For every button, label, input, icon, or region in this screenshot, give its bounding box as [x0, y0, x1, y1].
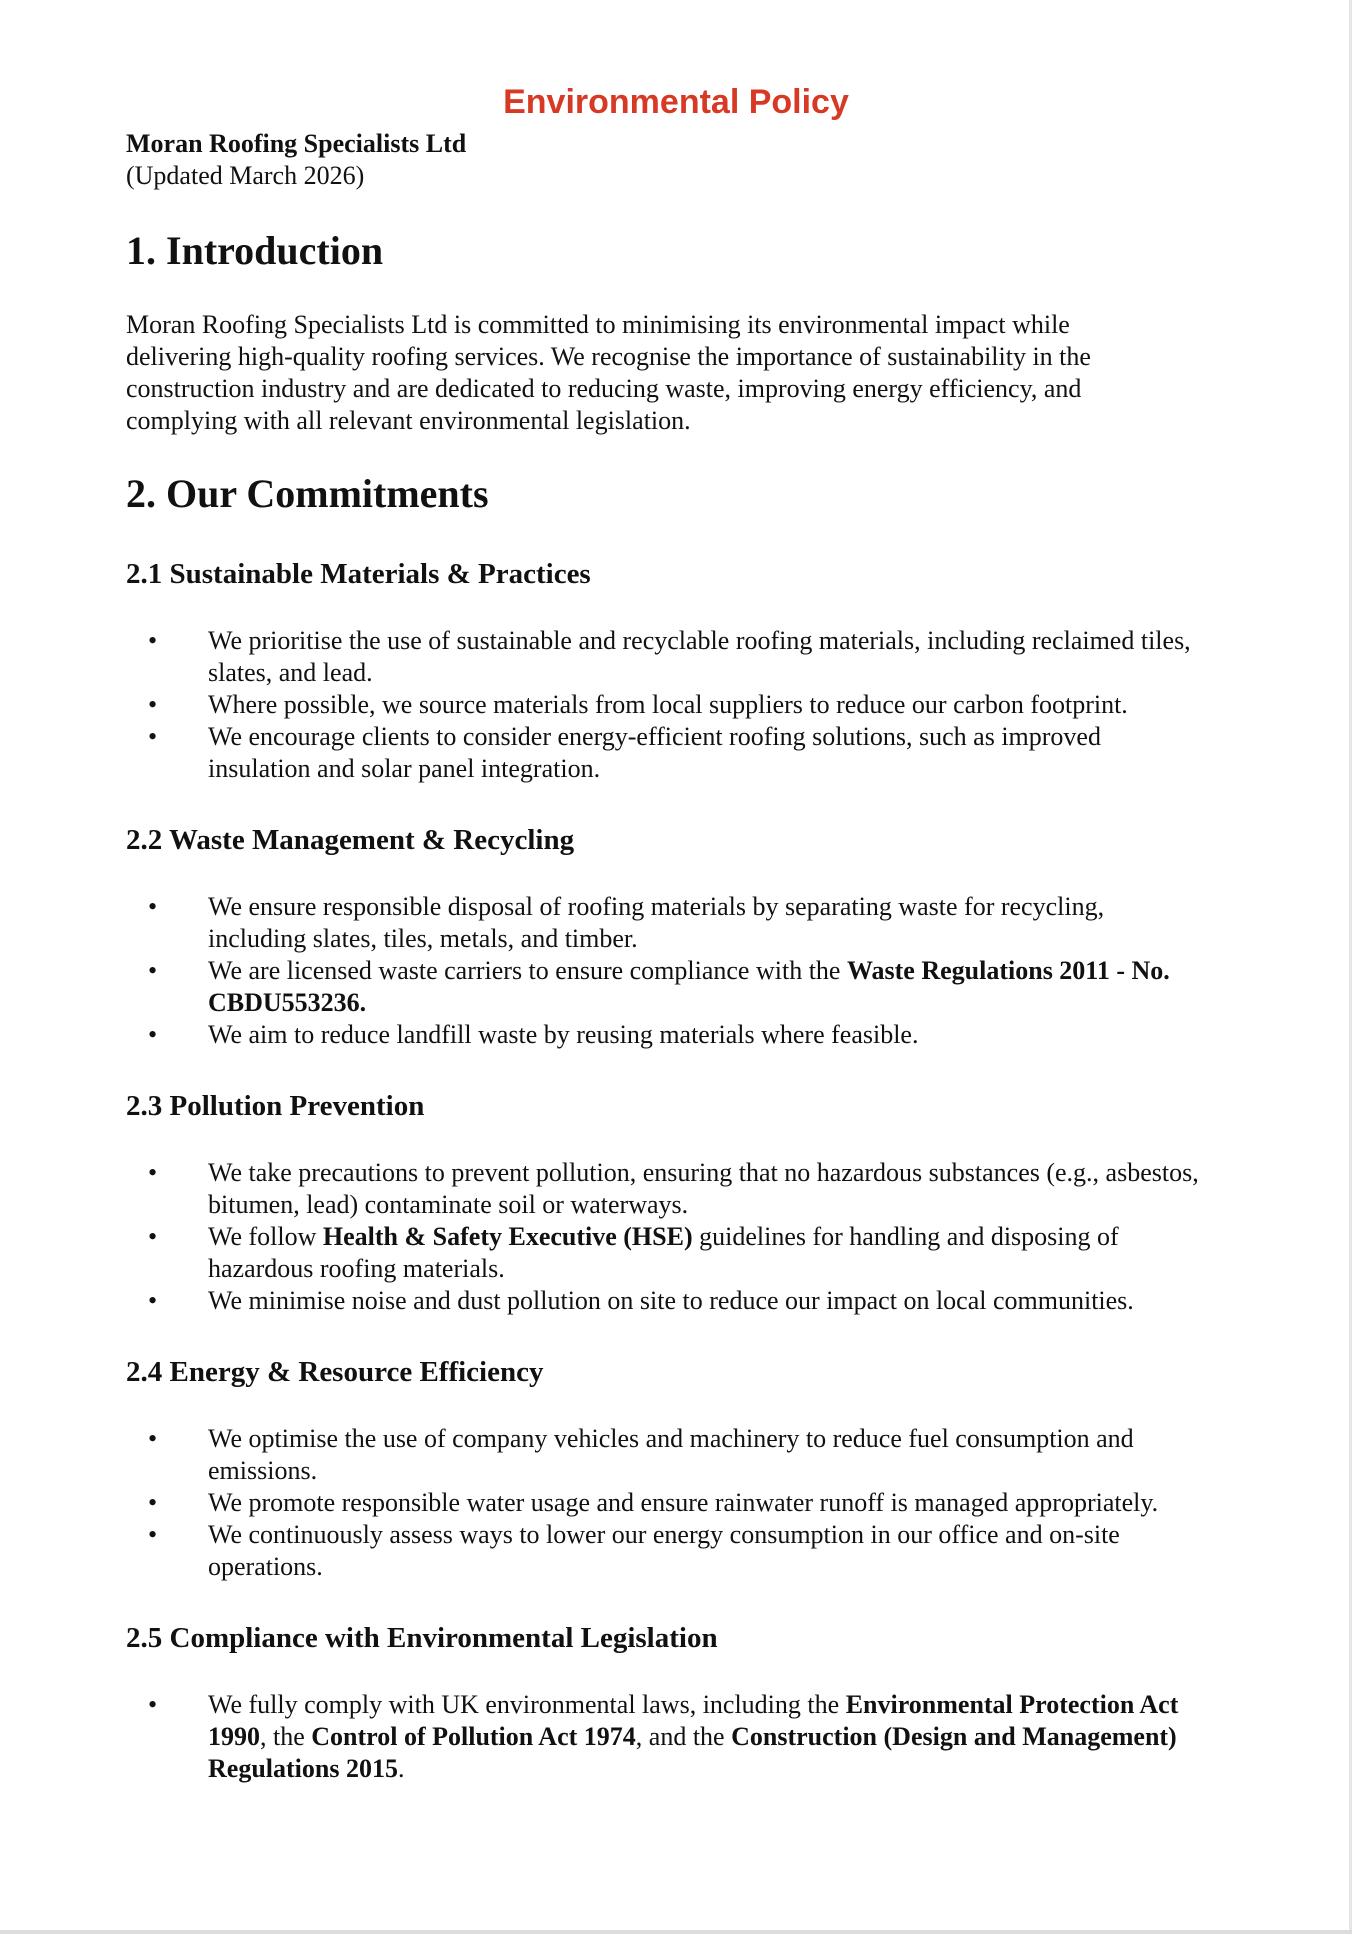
list-item — [126, 891, 1208, 955]
subsection-heading-waste-management: 2.2 Waste Management & Recycling — [126, 824, 575, 856]
list-item-text: guidelines for handling and disposing of hazardous roofing materials. — [208, 1222, 1119, 1283]
pollution-prevention-list — [126, 1157, 1256, 1317]
cdm-regulations: Construction (Design and Management) Regulations 2015 — [208, 1722, 1177, 1783]
list-item-text: We encourage clients to consider energy-efficient roofing solutions, such as improved insulation and solar panel integration. — [208, 722, 1101, 783]
bullet-icon: • — [148, 1222, 158, 1251]
list-item — [126, 625, 1208, 689]
list-item-text: , the — [260, 1722, 312, 1751]
list-item-text: We follow — [208, 1222, 323, 1251]
bullet-icon: • — [148, 1424, 158, 1453]
list-item — [126, 1221, 1208, 1285]
bullet-icon: • — [148, 1690, 158, 1719]
list-item-text: We minimise noise and dust pollution on site to reduce our impact on local communities. — [208, 1286, 1134, 1315]
document-title: Environmental Policy — [503, 83, 849, 121]
waste-management-list — [126, 891, 1256, 1051]
bullet-icon: • — [148, 892, 158, 921]
introduction-paragraph: Moran Roofing Specialists Ltd is committed to minimising its environmental impact while delivering high-quality roofing services. We recognise the importance of sustainability in the construction industry and are dedicated to reducing waste, improving energy efficiency, and complying with all relevant environmental legislation. — [126, 310, 1091, 435]
bullet-icon: • — [148, 1286, 158, 1315]
list-item — [126, 1019, 1208, 1051]
bullet-icon: • — [148, 626, 158, 655]
bullet-icon: • — [148, 1520, 158, 1549]
legislation-list — [126, 1689, 1256, 1785]
subsection-heading-energy-efficiency: 2.4 Energy & Resource Efficiency — [126, 1356, 544, 1388]
list-item — [126, 1487, 1208, 1519]
subsection-heading-legislation: 2.5 Compliance with Environmental Legislation — [126, 1622, 718, 1654]
list-item-text: We promote responsible water usage and ensure rainwater runoff is managed appropriately. — [208, 1488, 1159, 1517]
list-item-text: Where possible, we source materials from local suppliers to reduce our carbon footprint. — [208, 690, 1128, 719]
sustainable-materials-list — [126, 625, 1256, 785]
company-name: Moran Roofing Specialists Ltd — [126, 129, 467, 158]
bullet-icon: • — [148, 1020, 158, 1049]
bullet-icon: • — [148, 1488, 158, 1517]
list-item-text: , and the — [635, 1722, 732, 1751]
list-item — [126, 1423, 1208, 1487]
subsection-heading-sustainable-materials: 2.1 Sustainable Materials & Practices — [126, 558, 591, 590]
list-item — [126, 1519, 1208, 1583]
list-item-text: We take precautions to prevent pollution, ensuring that no hazardous substances (e.g., asbestos, bitumen, lead) contaminate soil or waterways. — [208, 1158, 1199, 1219]
control-of-pollution-act: Control of Pollution Act 1974 — [311, 1722, 636, 1751]
page-edge-bottom — [0, 1930, 1352, 1934]
hse-reference: Health & Safety Executive (HSE) — [322, 1222, 693, 1251]
bullet-icon: • — [148, 1158, 158, 1187]
energy-efficiency-list — [126, 1423, 1256, 1583]
updated-date: (Updated March 2026) — [126, 161, 365, 190]
list-item — [126, 1689, 1208, 1785]
list-item-text: We fully comply with UK environmental laws, including the — [208, 1690, 846, 1719]
list-item — [126, 721, 1208, 785]
bullet-icon: • — [148, 722, 158, 751]
bullet-icon: • — [148, 690, 158, 719]
environmental-protection-act: Environmental Protection Act 1990 — [208, 1690, 1179, 1751]
list-item — [126, 955, 1208, 1019]
list-item-text: We continuously assess ways to lower our energy consumption in our office and on-site operations. — [208, 1520, 1120, 1581]
list-item-text: We prioritise the use of sustainable and recyclable roofing materials, including reclaimed tiles, slates, and lead. — [208, 626, 1191, 687]
section-heading-commitments: 2. Our Commitments — [126, 471, 489, 516]
list-item — [126, 1285, 1208, 1317]
waste-regulations-reference: Waste Regulations 2011 - No. CBDU553236. — [208, 956, 1170, 1017]
subsection-heading-pollution-prevention: 2.3 Pollution Prevention — [126, 1090, 425, 1122]
list-item — [126, 689, 1208, 721]
list-item-text: . — [397, 1754, 405, 1783]
list-item-text: We aim to reduce landfill waste by reusing materials where feasible. — [208, 1020, 919, 1049]
list-item-text: We optimise the use of company vehicles and machinery to reduce fuel consumption and emissions. — [208, 1424, 1134, 1485]
list-item — [126, 1157, 1208, 1221]
list-item-text: We ensure responsible disposal of roofing materials by separating waste for recycling, including slates, tiles, metals, and timber. — [208, 892, 1105, 953]
bullet-icon: • — [148, 956, 158, 985]
list-item-text: We are licensed waste carriers to ensure compliance with the — [208, 956, 847, 985]
section-heading-introduction: 1. Introduction — [126, 228, 384, 273]
